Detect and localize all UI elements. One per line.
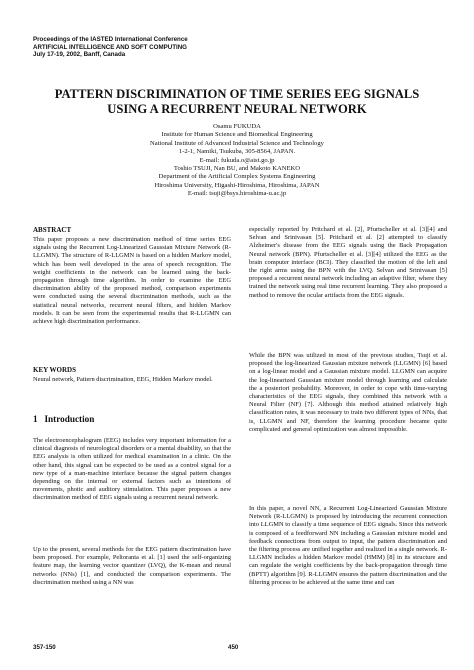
email-1: E-mail: fukuda.o@aist.go.jp (199, 156, 275, 164)
intro-paragraph-1: The electroencephalogram (EEG) includes very important information for a clinical diagnosis of neurological disorders or a mental disability, so that the EEG analysis is often utilized for medical examination in a clinic. On the other hand, this signal can be expected to be used as a control signal for a new type of a man-machine interface because the signal pattern changes depending on the internal or external factors such as intentions of movements, photic and auditory stimulation. This paper proposes a new discrimination method of EEG signals using a recurrent neural network. (33, 437, 231, 502)
abstract-heading-wrap (33, 226, 231, 234)
right-paragraph-1: especially reported by Pritchard et al. [2], Pfurtscheller et al. [3][4] and Selvan and Srinivasan [5]. Pritchard et al. [2] attempted to classify Alzheimer's disease from the EEG signals using the Back Propagation Neural network (BPN). Pfurtscheller et al. [3][4] utilized the EEG as the brain computer interface (BCI). They classified the motion of the left and the right arms using the BPN with the LVQ. Selvan and Srinivasan [5] proposed a recurrent neural network including an adaptive filter, where they trained the network using real time recurrent learning. They also proposed a method to remove the ocular artifacts from the EEG signals. (249, 226, 447, 299)
paper-title (20, 87, 454, 117)
address-1: 1-2-1, Namiki, Tsukuba, 305-8564, JAPAN. (178, 148, 296, 156)
affiliation-3: Department of the Artificial Complex Systems Engineering (158, 173, 316, 181)
intro-heading-wrap (33, 414, 231, 424)
author-names-2: Toshio TSUJI, Nan BU, and Makoto KANEKO (173, 165, 301, 173)
address-2: Hiroshima University, Higashi-Hiroshima, Hiroshima, JAPAN (154, 181, 320, 189)
header-line-3: July 17-19, 2002, Banff, Canada (33, 51, 126, 59)
affiliation-1: Institute for Human Science and Biomedical Engineering (161, 131, 313, 139)
title-line-2: USING A RECURRENT NEURAL NETWORK (107, 102, 367, 116)
header-line-2: ARTIFICIAL INTELLIGENCE AND SOFT COMPUTING (33, 43, 187, 51)
keywords-heading: KEY WORDS (33, 366, 76, 374)
author-name-1: Osamu FUKUDA (213, 123, 261, 130)
author-block (60, 123, 414, 199)
affiliation-2: National Institute of Advanced Industrial Science and Technology (150, 139, 324, 147)
keywords-heading-wrap (33, 366, 231, 374)
intro-heading: 1 Introduction (33, 414, 95, 424)
email-2: E-mail: tsuji@bsys.hiroshima-u.ac.jp (187, 190, 287, 198)
title-line-1: PATTERN DISCRIMINATION OF TIME SERIES EEG SIGNALS (54, 87, 420, 101)
abstract-text: This paper proposes a new discrimination method of time series EEG signals using the Recurrent Log-Linearized Gaussian Mixture Network (R-LLGMN). The structure of R-LLGMN is based on a hidden Markov model, which has been well developed in the area of speech recognition. The weight coefficients in the network can be learned using the back-propagation through time algorithm. In order to examine the EEG discrimination ability of the proposed method, comparison experiments were conducted using the several discrimination methods, such as the statistical neural networks, recurrent neural filters, and hidden Markov models. It can be seen from the experimental results that R-LLGMN can achieve high discrimination performance. (33, 236, 231, 326)
footer-page-number: 450 (228, 644, 239, 651)
intro-paragraph-2: Up to the present, several methods for the EEG pattern discrimination have been proposed. For example, Peltoranta et al. [1] used the self-organizing feature map, the learning vector quantizer (LVQ), the K-mean and neural networks (NNs) [1], and conducted the comparison experiments. The discrimination method using a NN was (33, 546, 231, 586)
header-line-1: Proceedings of the IASTED International Conference (33, 36, 188, 43)
footer-paper-id: 357-150 (33, 644, 56, 651)
right-paragraph-2: While the BPN was utilized in most of the previous studies, Tsuji et al. proposed the log-linearized Gaussian mixture network (LLGMN) [6] based on a log-linear model and a Gaussian mixture model. LLGMN can acquire the log-linearized Gaussian mixture model through learning and calculate the a posteriori probability. Moreover, in order to cope with time-varying characteristics of the EEG signals, they combined this network with a Neural Filter (NF) [7]. Although this method attained relatively high classification rates, it was necessary to train two different types of NNs, that is, LLGMN and NF, therefore the learning procedure became quite complicated and general optimization was almost impossible. (249, 352, 447, 433)
proceedings-header (33, 36, 188, 59)
abstract-heading: ABSTRACT (33, 226, 72, 234)
right-paragraph-3: In this paper, a novel NN, a Recurrent Log-Linearized Gaussian Mixture Network (R-LLGMN) is proposed by introducing the recurrent connection into LLGMN to classify a time sequence of EEG signals. Since this network is composed of a feedforward NN including a Gaussian mixture model and feedback connections from output to input, the pattern discrimination and the filtering process are unified together and realized in a single network. R-LLGMN includes a hidden Markov model (HMM) [8] in its structure and can regulate the weight coefficients by the back-propagation through time (BPTT) algorithm [9]. R-LLGMN ensures the pattern discrimination and the filtering process to be achieved at the same time and can (249, 505, 447, 586)
keywords-text: Neural network, Pattern discrimination, EEG, Hidden Markov model. (33, 376, 213, 383)
